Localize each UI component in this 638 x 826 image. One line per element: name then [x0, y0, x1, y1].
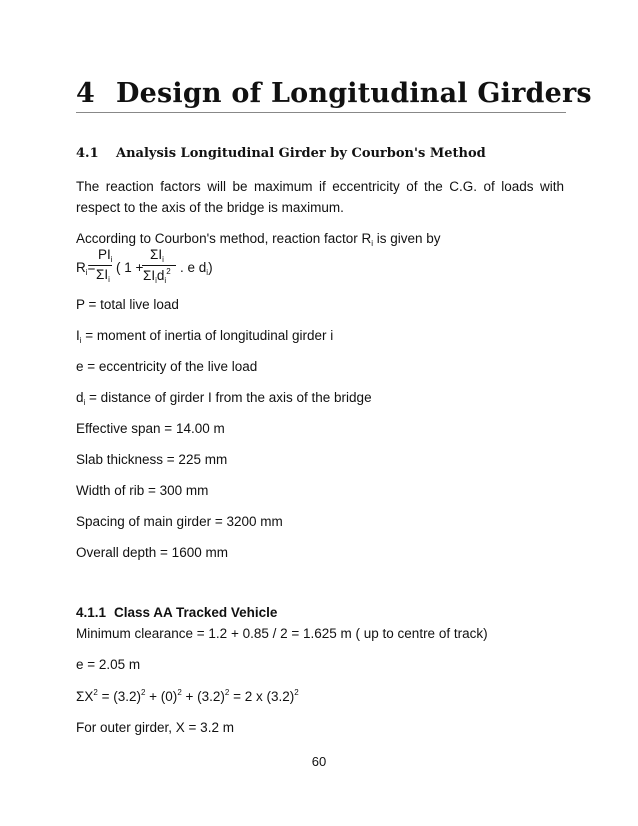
page-number: 60	[311, 754, 327, 769]
courbon-line: According to Courbon's method, reaction factor $R_i$ is given by	[76, 231, 441, 248]
definition-d: $d_i$ = distance of girder I from the axis of the bridge	[76, 390, 372, 407]
fraction1-numerator: $PI_i$	[98, 247, 113, 264]
chapter-heading	[76, 78, 592, 109]
section-heading	[76, 146, 486, 161]
fraction1-bar	[94, 265, 112, 266]
definition-e: e = eccentricity of the live load	[76, 359, 258, 374]
courbon-formula	[76, 246, 276, 286]
fraction1-denominator: $\Sigma I_i$	[96, 267, 110, 284]
intro-paragraph: The reaction factors will be maximum if eccentricity of the C.G. of loads with respect to the axis of the bridge is maximum.	[76, 179, 564, 215]
fraction2-bar	[142, 265, 176, 266]
sum-x-squared: $\Sigma X^2 = (3.2)^2 + (0)^2 + (3.2)^2 = 2$ x $(3.2)^2$	[76, 688, 299, 704]
section-number: 4.1	[76, 146, 99, 161]
chapter-number: 4	[76, 78, 95, 109]
definition-p: P = total live load	[76, 297, 179, 312]
fraction2-numerator: $\Sigma I_i$	[150, 247, 164, 264]
subsection-heading	[76, 605, 277, 620]
param-effective-span: Effective span = 14.00 m	[76, 421, 225, 436]
formula-open: ( 1 +	[116, 260, 144, 275]
param-overall-depth: Overall depth = 1600 mm	[76, 545, 228, 560]
subsection-title: Class AA Tracked Vehicle	[114, 605, 278, 620]
heading-rule	[76, 112, 566, 113]
param-slab-thickness: Slab thickness = 225 mm	[76, 452, 228, 467]
chapter-title: Design of Longitudinal Girders	[116, 78, 592, 109]
outer-girder-x: For outer girder, X = 3.2 m	[76, 720, 234, 735]
formula-lhs: $R_i=$	[76, 260, 96, 277]
definition-i: $I_i$ = moment of inertia of longitudinal girder i	[76, 328, 334, 345]
minimum-clearance: Minimum clearance = 1.2 + 0.85 / 2 = 1.625 m ( up to centre of track)	[76, 626, 488, 641]
param-girder-spacing: Spacing of main girder = 3200 mm	[76, 514, 283, 529]
eccentricity-value: e = 2.05 m	[76, 657, 141, 672]
fraction2-denominator: $\Sigma I_id_i^2$	[143, 267, 171, 285]
param-rib-width: Width of rib = 300 mm	[76, 483, 209, 498]
subsection-number: 4.1.1	[76, 605, 107, 620]
formula-tail: . e $d_i$)	[180, 260, 213, 277]
section-title: Analysis Longitudinal Girder by Courbon's Method	[116, 146, 486, 161]
